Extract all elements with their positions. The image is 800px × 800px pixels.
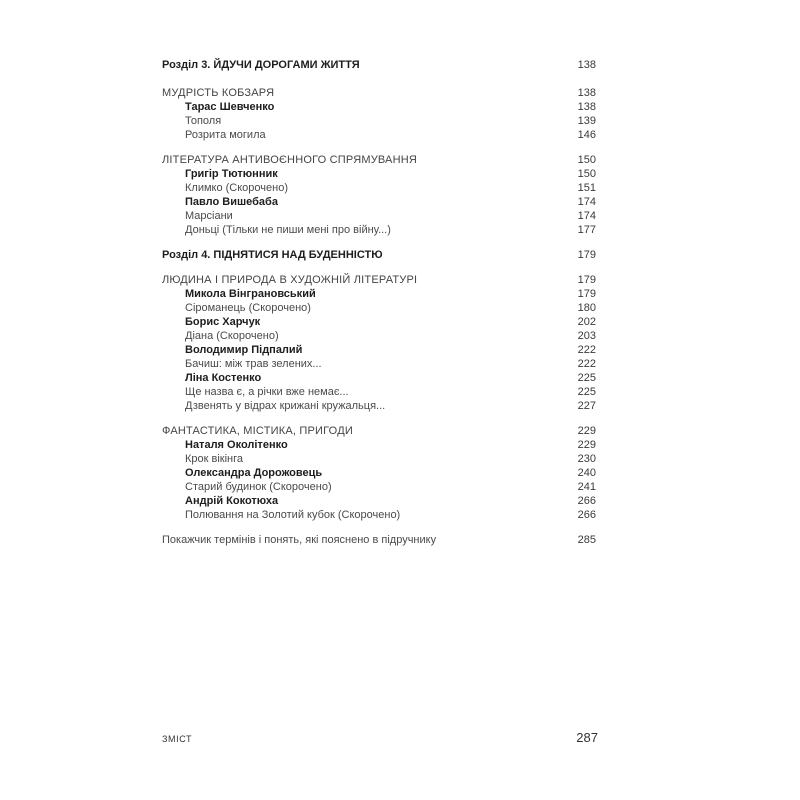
toc-author: [162, 195, 596, 209]
toc-title: Тополя: [185, 115, 222, 127]
toc-title: ЛІТЕРАТУРА АНТИВОЄННОГО СПРЯМУВАННЯ: [162, 154, 418, 166]
toc-page: 229: [577, 439, 596, 451]
toc-title: Доньці (Тільки не пиши мені про війну...): [185, 224, 391, 236]
toc-work: [162, 223, 596, 237]
toc-title: ЛЮДИНА І ПРИРОДА В ХУДОЖНІЙ ЛІТЕРАТУРІ: [162, 274, 418, 286]
page-number: 287: [576, 730, 598, 745]
toc-title: Андрій Кокотюха: [185, 495, 279, 507]
toc-page: 225: [577, 372, 596, 384]
toc-title: Володимир Підпалий: [185, 344, 303, 356]
toc-title: Григір Тютюнник: [185, 168, 278, 180]
toc-page: 229: [577, 425, 596, 437]
toc-page: 138: [577, 59, 596, 71]
toc-title: Полювання на Золотий кубок (Скорочено): [185, 509, 401, 521]
toc-title: Борис Харчук: [185, 316, 261, 328]
toc-page: 230: [577, 453, 596, 465]
toc-author: [162, 466, 596, 480]
toc-page: 285: [577, 534, 596, 546]
toc-work: [162, 128, 596, 142]
toc-work: [162, 114, 596, 128]
toc-page: 179: [577, 249, 596, 261]
toc-work: [162, 508, 596, 522]
toc-title: Розділ 4. ПІДНЯТИСЯ НАД БУДЕННІСТЮ: [162, 249, 383, 261]
toc-title: Розділ 3. ЙДУЧИ ДОРОГАМИ ЖИТТЯ: [162, 59, 360, 71]
toc-section: [162, 86, 596, 100]
toc-work: [162, 357, 596, 371]
toc-page: 138: [577, 101, 596, 113]
toc-author: [162, 100, 596, 114]
toc-page: 138: [577, 87, 596, 99]
toc-page: 139: [577, 115, 596, 127]
toc-title: Климко (Скорочено): [185, 182, 289, 194]
toc-title: Крок вікінга: [185, 453, 244, 465]
toc-page: 266: [577, 509, 596, 521]
toc-title: Старий будинок (Скорочено): [185, 481, 332, 493]
toc-index-entry: [162, 533, 596, 547]
toc-section: [162, 153, 596, 167]
toc-page: 240: [577, 467, 596, 479]
toc-work: [162, 181, 596, 195]
toc-page: 150: [577, 154, 596, 166]
table-of-contents: [162, 58, 596, 547]
toc-work: [162, 452, 596, 466]
toc-chapter-4: [162, 248, 596, 262]
toc-title: Наталя Околітенко: [185, 439, 288, 451]
toc-title: Марсіани: [185, 210, 233, 222]
toc-author: [162, 167, 596, 181]
toc-title: МУДРІСТЬ КОБЗАРЯ: [162, 87, 275, 99]
toc-author: [162, 343, 596, 357]
toc-work: [162, 385, 596, 399]
toc-work: [162, 399, 596, 413]
toc-title: Микола Вінграновський: [185, 288, 316, 300]
toc-page: 202: [577, 316, 596, 328]
toc-page: 151: [577, 182, 596, 194]
toc-page: 174: [577, 210, 596, 222]
toc-page: 177: [577, 224, 596, 236]
toc-title: Тарас Шевченко: [185, 101, 275, 113]
toc-page: 227: [577, 400, 596, 412]
toc-page: 174: [577, 196, 596, 208]
toc-section: [162, 424, 596, 438]
toc-title: Покажчик термінів і понять, які пояснено в підручнику: [162, 534, 437, 546]
toc-chapter-3: [162, 58, 596, 72]
toc-title: Діана (Скорочено): [185, 330, 279, 342]
toc-title: Ще назва є, а річки вже немає...: [185, 386, 349, 398]
toc-title: Бачиш: між трав зелених...: [185, 358, 322, 370]
toc-page: 203: [577, 330, 596, 342]
toc-title: Павло Вишебаба: [185, 196, 278, 208]
toc-work: [162, 209, 596, 223]
toc-page: 266: [577, 495, 596, 507]
toc-page: 179: [577, 274, 596, 286]
toc-author: [162, 494, 596, 508]
toc-page: 241: [577, 481, 596, 493]
toc-work: [162, 301, 596, 315]
toc-title: Олександра Дорожовець: [185, 467, 323, 479]
toc-page: 222: [577, 344, 596, 356]
running-footer-label: ЗМІСТ: [162, 734, 193, 744]
toc-title: Дзвенять у відрах крижані кружальця...: [185, 400, 386, 412]
toc-page: 180: [577, 302, 596, 314]
toc-work: [162, 480, 596, 494]
toc-page: 222: [577, 358, 596, 370]
toc-page: 225: [577, 386, 596, 398]
toc-title: ФАНТАСТИКА, МІСТИКА, ПРИГОДИ: [162, 425, 353, 437]
toc-title: Розрита могила: [185, 129, 266, 141]
toc-author: [162, 315, 596, 329]
toc-page: 150: [577, 168, 596, 180]
toc-page: 146: [577, 129, 596, 141]
page-footer: [162, 730, 598, 745]
toc-section: [162, 273, 596, 287]
toc-work: [162, 329, 596, 343]
toc-author: [162, 438, 596, 452]
toc-title: Ліна Костенко: [185, 372, 262, 384]
toc-title: Сіроманець (Скорочено): [185, 302, 311, 314]
toc-author: [162, 287, 596, 301]
toc-author: [162, 371, 596, 385]
toc-page: 179: [577, 288, 596, 300]
